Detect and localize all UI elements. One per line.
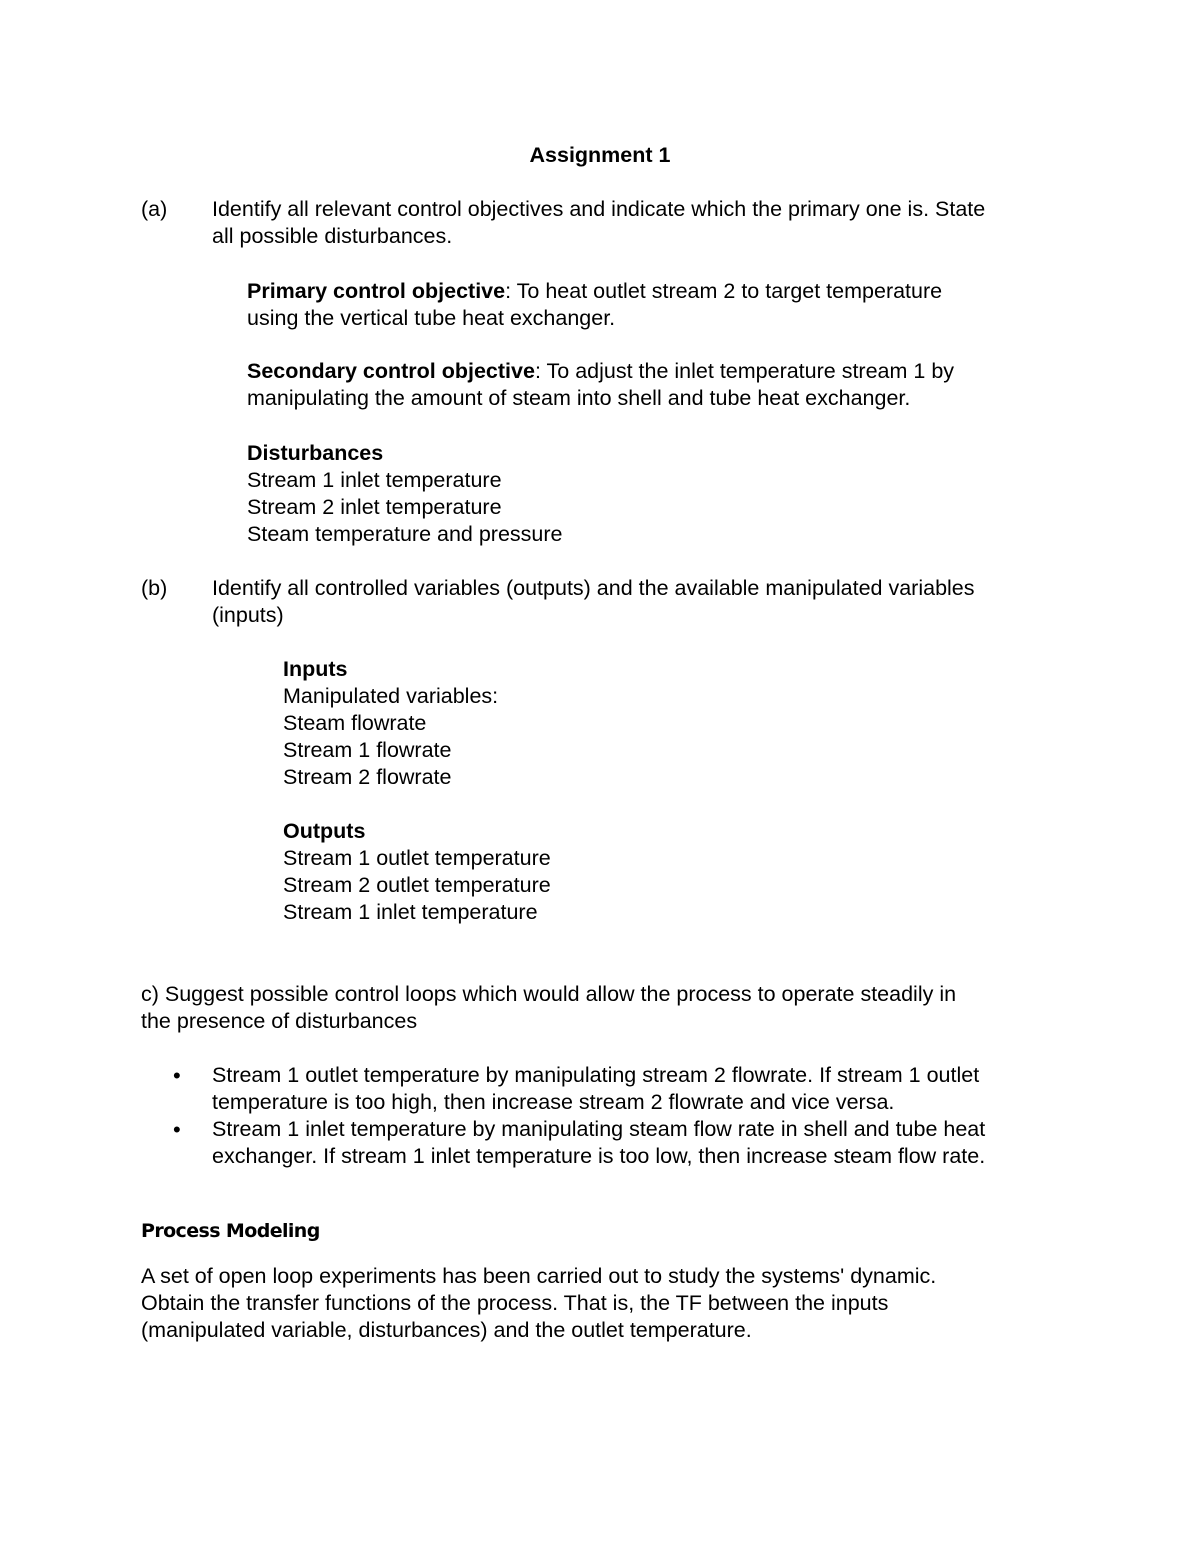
disturbances-heading: Disturbances <box>247 441 384 465</box>
process-modeling-paragraph <box>141 1263 1071 1344</box>
part-c-question-line: c) Suggest possible control loops which would allow the process to operate steadily in <box>141 982 957 1006</box>
paragraph-line: A set of open loop experiments has been carried out to study the systems' dynamic. <box>141 1264 937 1288</box>
part-b-question-line: Identify all controlled variables (outputs) and the available manipulated variables <box>212 576 975 600</box>
output-item: Stream 1 outlet temperature <box>283 846 551 870</box>
list-item-text <box>212 1116 1082 1170</box>
input-item: Steam flowrate <box>283 711 427 735</box>
output-item: Stream 1 inlet temperature <box>283 900 538 924</box>
secondary-objective-text: : To adjust the inlet temperature stream 1 by <box>534 359 955 383</box>
list-item-line: Stream 1 inlet temperature by manipulating steam flow rate in shell and tube heat <box>212 1117 986 1141</box>
list-item-line: Stream 1 outlet temperature by manipulating stream 2 flowrate. If stream 1 outlet <box>212 1063 980 1087</box>
paragraph-line: Obtain the transfer functions of the process. That is, the TF between the inputs <box>141 1291 889 1315</box>
paragraph-line: (manipulated variable, disturbances) and the outlet temperature. <box>141 1318 752 1342</box>
primary-objective-label: Primary control objective <box>247 279 506 303</box>
outputs-heading: Outputs <box>283 819 366 843</box>
list-item-line: temperature is too high, then increase stream 2 flowrate and vice versa. <box>212 1090 895 1114</box>
part-c-question <box>141 981 1071 1035</box>
disturbance-item: Stream 1 inlet temperature <box>247 468 502 492</box>
output-item: Stream 2 outlet temperature <box>283 873 551 897</box>
primary-objective-line: using the vertical tube heat exchanger. <box>247 306 616 330</box>
section-heading: Process Modeling <box>141 1220 320 1242</box>
bullet-icon: • <box>173 1063 181 1088</box>
inputs-heading: Inputs <box>283 657 348 681</box>
document-title: Assignment 1 <box>529 143 671 167</box>
part-a-question-line: all possible disturbances. <box>212 224 453 248</box>
list-item-line: exchanger. If stream 1 inlet temperature is too low, then increase steam flow rate. <box>212 1144 986 1168</box>
primary-objective-text: : To heat outlet stream 2 to target temperature <box>505 279 943 303</box>
part-b-marker: (b) <box>141 576 168 600</box>
primary-objective <box>247 278 1077 332</box>
disturbance-item: Steam temperature and pressure <box>247 522 563 546</box>
disturbance-item: Stream 2 inlet temperature <box>247 495 502 519</box>
secondary-objective-line: manipulating the amount of steam into shell and tube heat exchanger. <box>247 386 911 410</box>
part-a-marker: (a) <box>141 197 168 221</box>
part-a-question <box>212 196 1072 250</box>
input-item: Stream 1 flowrate <box>283 738 452 762</box>
input-item: Stream 2 flowrate <box>283 765 452 789</box>
primary-objective-line <box>247 278 1077 305</box>
inputs-block <box>283 656 1063 791</box>
part-c-question-line: the presence of disturbances <box>141 1009 418 1033</box>
secondary-objective-line <box>247 358 1077 385</box>
secondary-objective <box>247 358 1077 412</box>
disturbances-block <box>247 440 1077 548</box>
list-item-text <box>212 1062 1082 1116</box>
secondary-objective-label: Secondary control objective <box>247 359 535 383</box>
part-b-question <box>212 575 1072 629</box>
bullet-icon: • <box>173 1117 181 1142</box>
outputs-block <box>283 818 1063 926</box>
input-item: Manipulated variables: <box>283 684 499 708</box>
part-b-question-line: (inputs) <box>212 603 284 627</box>
part-a-question-line: Identify all relevant control objectives and indicate which the primary one is. State <box>212 197 986 221</box>
